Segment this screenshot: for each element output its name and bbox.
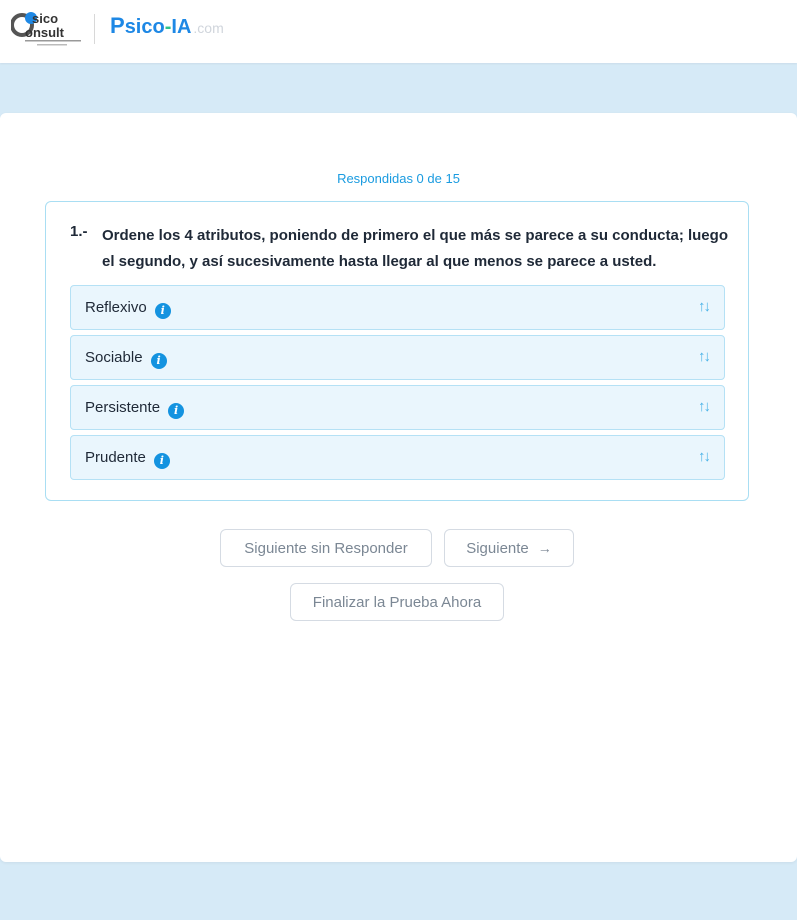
question-number: 1.- (70, 223, 88, 240)
sort-arrows-icon[interactable]: ↑↓ (698, 398, 709, 415)
skip-question-button[interactable]: Siguiente sin Responder (220, 529, 432, 567)
attribute-label (85, 299, 171, 319)
finish-test-button[interactable]: Finalizar la Prueba Ahora (290, 583, 504, 621)
top-header (0, 0, 797, 63)
attribute-name: Reflexivo (85, 299, 147, 316)
attribute-sort-list (70, 285, 725, 485)
sort-arrows-icon[interactable]: ↑↓ (698, 348, 709, 365)
answered-counter: Respondidas 0 de 15 (337, 171, 460, 186)
psico-ia-logo[interactable] (110, 13, 224, 43)
next-button[interactable] (444, 529, 574, 567)
attribute-item[interactable] (70, 435, 725, 480)
sort-arrows-icon[interactable]: ↑↓ (698, 448, 709, 465)
next-button-label: Siguiente (466, 539, 529, 557)
psico-ia-logo-ia: IA (171, 16, 192, 38)
attribute-item[interactable] (70, 285, 725, 330)
question-text: Ordene los 4 atributos, poniendo de primero el que más se parece a su conducta; luego el segundo, y así sucesivamente hasta llegar al que menos se parece a usted. (102, 227, 728, 270)
sort-arrows-icon[interactable]: ↑↓ (698, 298, 709, 315)
info-icon[interactable]: i (168, 403, 184, 419)
info-icon[interactable]: i (155, 303, 171, 319)
psicoconsult-logo[interactable] (11, 9, 85, 49)
attribute-item[interactable] (70, 385, 725, 430)
attribute-label (85, 349, 167, 369)
attribute-item[interactable] (70, 335, 725, 380)
svg-text:sico: sico (32, 11, 59, 26)
question-box (45, 201, 749, 501)
arrow-right-icon: → (537, 540, 552, 556)
psico-ia-logo-dash: - (164, 16, 172, 38)
info-icon[interactable]: i (154, 453, 170, 469)
attribute-name: Persistente (85, 399, 161, 416)
attribute-label (85, 399, 184, 419)
logo-divider (94, 14, 95, 44)
psico-ia-logo-domain: .com (193, 20, 224, 36)
svg-text:onsult: onsult (25, 25, 64, 40)
psico-ia-logo-sico: sico (124, 16, 165, 38)
attribute-name: Prudente (85, 449, 146, 466)
psico-ia-logo-p: P (110, 13, 125, 38)
test-card (0, 113, 797, 862)
attribute-name: Sociable (85, 349, 143, 366)
attribute-label (85, 449, 170, 469)
info-icon[interactable]: i (151, 353, 167, 369)
